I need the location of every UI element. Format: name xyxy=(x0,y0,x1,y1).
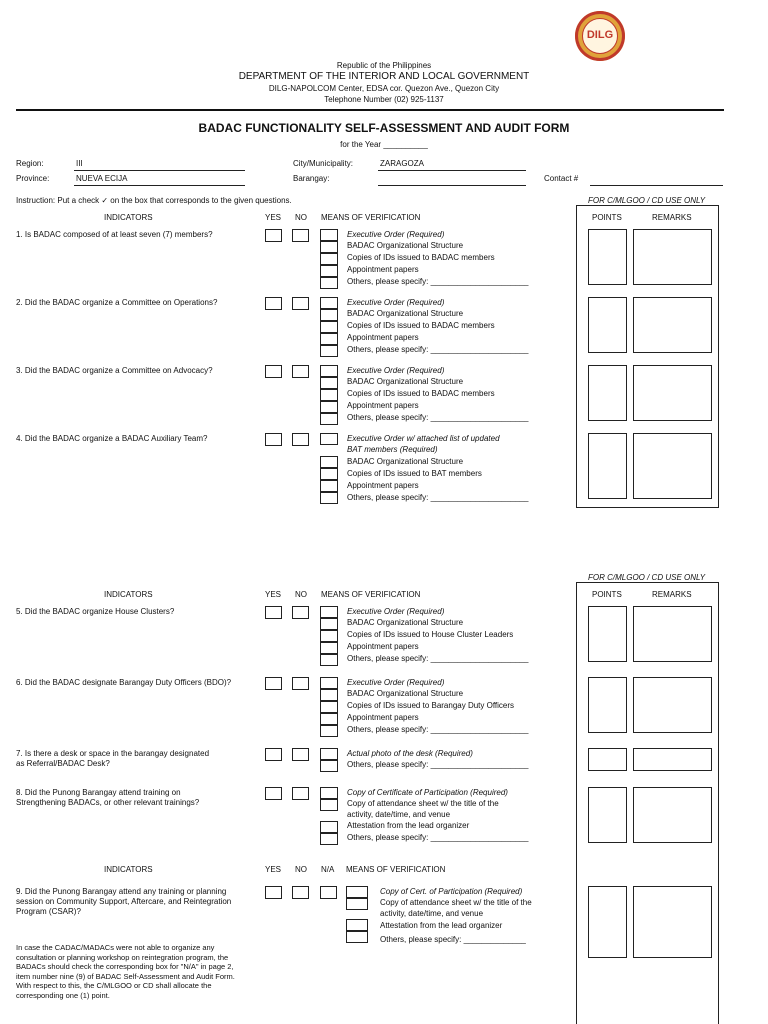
remarks-header-2: REMARKS xyxy=(652,590,692,599)
mov-checkbox-q4-5[interactable] xyxy=(320,492,338,504)
mov-text: BADAC Organizational Structure xyxy=(347,457,464,466)
points-box-q9[interactable] xyxy=(588,886,627,958)
mov-checkbox-q7-1[interactable] xyxy=(320,748,338,760)
points-box-q3[interactable] xyxy=(588,365,627,421)
mov-text: Copies of IDs issued to Barangay Duty Officers xyxy=(347,701,515,710)
mov-checkbox-q1-5[interactable] xyxy=(320,277,338,289)
mov-checkbox-q6-3[interactable] xyxy=(320,701,338,713)
yes-checkbox-q9[interactable] xyxy=(265,886,282,899)
mov-checkbox-q8-1[interactable] xyxy=(320,787,338,799)
question-5: 5. Did the BADAC organize House Clusters? xyxy=(16,607,175,616)
mov-checkbox-q1-2[interactable] xyxy=(320,241,338,253)
mov-text: Copies of IDs issued to BAT members xyxy=(347,469,482,478)
question-9-line2: session on Community Support, Aftercare, and Reintegration xyxy=(16,897,232,906)
mov-text: Appointment papers xyxy=(347,401,419,410)
mov-checkbox-q1-1[interactable] xyxy=(320,229,338,241)
points-box-q7[interactable] xyxy=(588,748,627,771)
mov-checkbox-q4-2[interactable] xyxy=(320,456,338,468)
points-box-q1[interactable] xyxy=(588,229,627,285)
mov-checkbox-q5-4[interactable] xyxy=(320,642,338,654)
yes-checkbox-q8[interactable] xyxy=(265,787,282,800)
question-2: 2. Did the BADAC organize a Committee on Operations? xyxy=(16,298,218,307)
mov-checkbox-q4-3[interactable] xyxy=(320,468,338,480)
na-checkbox-q9[interactable] xyxy=(320,886,337,899)
mov-checkbox-q5-3[interactable] xyxy=(320,630,338,642)
mov-text: activity, date/time, and venue xyxy=(380,909,484,918)
remarks-box-q5[interactable] xyxy=(633,606,712,662)
mov-checkbox-q1-3[interactable] xyxy=(320,253,338,265)
mov-checkbox-q6-5[interactable] xyxy=(320,725,338,737)
no-checkbox-q6[interactable] xyxy=(292,677,309,690)
contact-underline xyxy=(590,185,723,186)
note-line: corresponding one (1) point. xyxy=(16,990,110,1000)
year-line: for the Year __________ xyxy=(340,140,428,149)
mov-checkbox-q6-4[interactable] xyxy=(320,713,338,725)
no-checkbox-q9[interactable] xyxy=(292,886,309,899)
city-underline xyxy=(378,170,526,171)
mov-text: Others, please specify: ______________ xyxy=(380,935,526,944)
mov-checkbox-q2-1[interactable] xyxy=(320,297,338,309)
mov-text: Attestation from the lead organizer xyxy=(380,921,503,930)
telephone-line: Telephone Number (02) 925-1137 xyxy=(324,95,444,104)
form-title: BADAC FUNCTIONALITY SELF-ASSESSMENT AND AUDIT FORM xyxy=(198,121,570,135)
question-3: 3. Did the BADAC organize a Committee on Advocacy? xyxy=(16,366,213,375)
mov-text: activity, date/time, and venue xyxy=(347,810,451,819)
question-1: 1. Is BADAC composed of at least seven (7) members? xyxy=(16,230,213,239)
mov-header-3: MEANS OF VERIFICATION xyxy=(346,865,446,874)
mov-checkbox-q6-2[interactable] xyxy=(320,689,338,701)
mov-checkbox-q9-1[interactable] xyxy=(346,886,368,898)
mov-text: Executive Order (Required) xyxy=(347,678,445,687)
for-use-label-1: FOR C/MLGOO / CD USE ONLY xyxy=(588,196,706,205)
mov-header-2: MEANS OF VERIFICATION xyxy=(321,590,421,599)
yes-checkbox-q2[interactable] xyxy=(265,297,282,310)
remarks-box-q6[interactable] xyxy=(633,677,712,733)
indicators-header-2: INDICATORS xyxy=(104,590,153,599)
no-header-1: NO xyxy=(295,213,307,222)
mov-checkbox-q9-2[interactable] xyxy=(346,898,368,910)
no-checkbox-q1[interactable] xyxy=(292,229,309,242)
note-line: BADACs should check the corresponding box for "N/A" in page 2, xyxy=(16,962,234,971)
mov-text: Appointment papers xyxy=(347,265,419,274)
na-header-3: N/A xyxy=(321,865,335,874)
question-7-line1: 7. Is there a desk or space in the barangay designated xyxy=(16,749,210,758)
mov-text: Appointment papers xyxy=(347,713,419,722)
mov-text: Appointment papers xyxy=(347,333,419,342)
mov-text: Others, please specify: ______________________ xyxy=(347,277,529,286)
province-label: Province: xyxy=(16,174,50,183)
city-value[interactable]: ZARAGOZA xyxy=(380,159,425,168)
note-line: consultation or planning workshop on reintegration program, the xyxy=(16,952,229,962)
question-9-line1: 9. Did the Punong Barangay attend any training or planning xyxy=(16,887,227,896)
mov-checkbox-q9-3[interactable] xyxy=(346,919,368,931)
mov-checkbox-q4-4[interactable] xyxy=(320,480,338,492)
mov-checkbox-q5-1[interactable] xyxy=(320,606,338,618)
points-box-q4[interactable] xyxy=(588,433,627,499)
mov-text: Executive Order (Required) xyxy=(347,298,445,307)
mov-text: Appointment papers xyxy=(347,642,419,651)
mov-text: Copy of attendance sheet w/ the title of the xyxy=(380,898,532,907)
note-line: In case the CADAC/MADACs were not able to organize any xyxy=(16,943,215,952)
mov-text: Executive Order (Required) xyxy=(347,230,445,239)
mov-checkbox-q2-5[interactable] xyxy=(320,345,338,357)
mov-checkbox-q2-4[interactable] xyxy=(320,333,338,345)
mov-text: Others, please specify: ______________________ xyxy=(347,413,529,422)
republic-line: Republic of the Philippines xyxy=(336,61,432,70)
remarks-box-q9[interactable] xyxy=(633,886,712,958)
remarks-box-q1[interactable] xyxy=(633,229,712,285)
mov-checkbox-q3-4[interactable] xyxy=(320,401,338,413)
mov-checkbox-q6-1[interactable] xyxy=(320,677,338,689)
points-box-q8[interactable] xyxy=(588,787,627,843)
mov-checkbox-q3-5[interactable] xyxy=(320,413,338,425)
question-8-line1: 8. Did the Punong Barangay attend training on xyxy=(16,788,181,797)
mov-text: Others, please specify: ______________________ xyxy=(347,345,529,354)
contact-label: Contact # xyxy=(544,174,579,183)
points-box-q6[interactable] xyxy=(588,677,627,733)
mov-text: BAT members (Required) xyxy=(347,445,438,454)
no-checkbox-q2[interactable] xyxy=(292,297,309,310)
mov-text: BADAC Organizational Structure xyxy=(347,689,464,698)
yes-checkbox-q1[interactable] xyxy=(265,229,282,242)
mov-text: Others, please specify: ______________________ xyxy=(347,833,529,842)
note-line: item number nine (9) of BADAC Self-Assessment and Audit Form. xyxy=(16,971,235,981)
mov-checkbox-q8-3[interactable] xyxy=(320,821,338,833)
mov-checkbox-q2-3[interactable] xyxy=(320,321,338,333)
question-4: 4. Did the BADAC organize a BADAC Auxiliary Team? xyxy=(16,434,208,443)
region-underline xyxy=(74,170,245,171)
mov-text: Others, please specify: ______________________ xyxy=(347,725,529,734)
mov-text: BADAC Organizational Structure xyxy=(347,618,464,627)
points-box-q2[interactable] xyxy=(588,297,627,353)
remarks-box-q8[interactable] xyxy=(633,787,712,843)
mov-checkbox-q3-1[interactable] xyxy=(320,365,338,377)
address-line: DILG-NAPOLCOM Center, EDSA cor. Quezon Ave., Quezon City xyxy=(268,84,500,93)
note-line: With respect to this, the C/MLGOO or CD shall allocate the xyxy=(16,981,212,990)
mov-text: BADAC Organizational Structure xyxy=(347,377,464,386)
question-6: 6. Did the BADAC designate Barangay Duty Officers (BDO)? xyxy=(16,678,232,687)
remarks-box-q4[interactable] xyxy=(633,433,712,499)
yes-header-3: YES xyxy=(265,865,282,874)
points-header-2: POINTS xyxy=(592,590,622,599)
mov-checkbox-q5-2[interactable] xyxy=(320,618,338,630)
question-8-line2: Strengthening BADACs, or other relevant trainings? xyxy=(16,798,200,807)
province-underline xyxy=(74,185,245,186)
indicators-header-3: INDICATORS xyxy=(104,865,153,874)
no-header-2: NO xyxy=(295,590,307,599)
mov-text: Copy of Certificate of Participation (Required) xyxy=(347,788,508,797)
mov-text: Actual photo of the desk (Required) xyxy=(347,749,473,758)
question-7-line2: as Referral/BADAC Desk? xyxy=(16,759,110,768)
mov-text: Others, please specify: ______________________ xyxy=(347,493,529,502)
mov-text: Executive Order w/ attached list of updated xyxy=(347,434,500,443)
mov-checkbox-q5-5[interactable] xyxy=(320,654,338,666)
header-divider xyxy=(16,109,724,111)
barangay-label: Barangay: xyxy=(293,174,330,183)
no-checkbox-q8[interactable] xyxy=(292,787,309,800)
city-label: City/Municipality: xyxy=(293,159,354,168)
logo-text: DILG xyxy=(586,29,614,41)
mov-checkbox-q2-2[interactable] xyxy=(320,309,338,321)
mov-checkbox-q3-2[interactable] xyxy=(320,377,338,389)
yes-checkbox-q7[interactable] xyxy=(265,748,282,761)
mov-checkbox-q4-1[interactable] xyxy=(320,433,338,445)
indicators-header-1: INDICATORS xyxy=(104,213,153,222)
points-header-1: POINTS xyxy=(592,213,622,222)
remarks-box-q7[interactable] xyxy=(633,748,712,771)
mov-text: Others, please specify: ______________________ xyxy=(347,654,529,663)
mov-header-1: MEANS OF VERIFICATION xyxy=(321,213,421,222)
mov-text: BADAC Organizational Structure xyxy=(347,309,464,318)
yes-header-2: YES xyxy=(265,590,282,599)
no-header-3: NO xyxy=(295,865,307,874)
mov-text: Attestation from the lead organizer xyxy=(347,821,470,830)
na-note xyxy=(16,943,266,1000)
mov-text: Copies of IDs issued to BADAC members xyxy=(347,389,495,398)
barangay-underline xyxy=(378,185,526,186)
remarks-box-q2[interactable] xyxy=(633,297,712,353)
mov-checkbox-q3-3[interactable] xyxy=(320,389,338,401)
mov-text: Copies of IDs issued to BADAC members xyxy=(347,321,495,330)
mov-text: Executive Order (Required) xyxy=(347,607,445,616)
points-box-q5[interactable] xyxy=(588,606,627,662)
instruction-text: Instruction: Put a check ✓ on the box that corresponds to the given questions. xyxy=(16,196,292,205)
no-checkbox-q3[interactable] xyxy=(292,365,309,378)
mov-text: Copies of IDs issued to BADAC members xyxy=(347,253,495,262)
mov-text: Appointment papers xyxy=(347,481,419,490)
question-9-line3: Program (CSAR)? xyxy=(16,907,81,916)
mov-text: Others, please specify: ______________________ xyxy=(347,760,529,769)
remarks-header-1: REMARKS xyxy=(652,213,692,222)
mov-text: Copy of attendance sheet w/ the title of the xyxy=(347,799,499,808)
for-use-label-2: FOR C/MLGOO / CD USE ONLY xyxy=(588,573,706,582)
mov-text: Executive Order (Required) xyxy=(347,366,445,375)
no-checkbox-q5[interactable] xyxy=(292,606,309,619)
region-label: Region: xyxy=(16,159,44,168)
dilg-logo xyxy=(575,11,625,61)
yes-checkbox-q5[interactable] xyxy=(265,606,282,619)
yes-header-1: YES xyxy=(265,213,282,222)
province-value[interactable]: NUEVA ECIJA xyxy=(76,174,128,183)
remarks-box-q3[interactable] xyxy=(633,365,712,421)
mov-checkbox-q9-4[interactable] xyxy=(346,931,368,943)
mov-text: Copies of IDs issued to House Cluster Leaders xyxy=(347,630,514,639)
mov-text: BADAC Organizational Structure xyxy=(347,241,464,250)
no-checkbox-q7[interactable] xyxy=(292,748,309,761)
mov-checkbox-q7-2[interactable] xyxy=(320,760,338,772)
mov-checkbox-q8-2[interactable] xyxy=(320,799,338,811)
mov-checkbox-q8-4[interactable] xyxy=(320,833,338,845)
mov-checkbox-q1-4[interactable] xyxy=(320,265,338,277)
no-checkbox-q4[interactable] xyxy=(292,433,309,446)
region-value[interactable]: III xyxy=(76,159,83,168)
yes-checkbox-q6[interactable] xyxy=(265,677,282,690)
mov-text: Copy of Cert. of Participation (Required) xyxy=(380,887,523,896)
yes-checkbox-q3[interactable] xyxy=(265,365,282,378)
yes-checkbox-q4[interactable] xyxy=(265,433,282,446)
department-name: DEPARTMENT OF THE INTERIOR AND LOCAL GOVERNMENT xyxy=(238,71,530,82)
